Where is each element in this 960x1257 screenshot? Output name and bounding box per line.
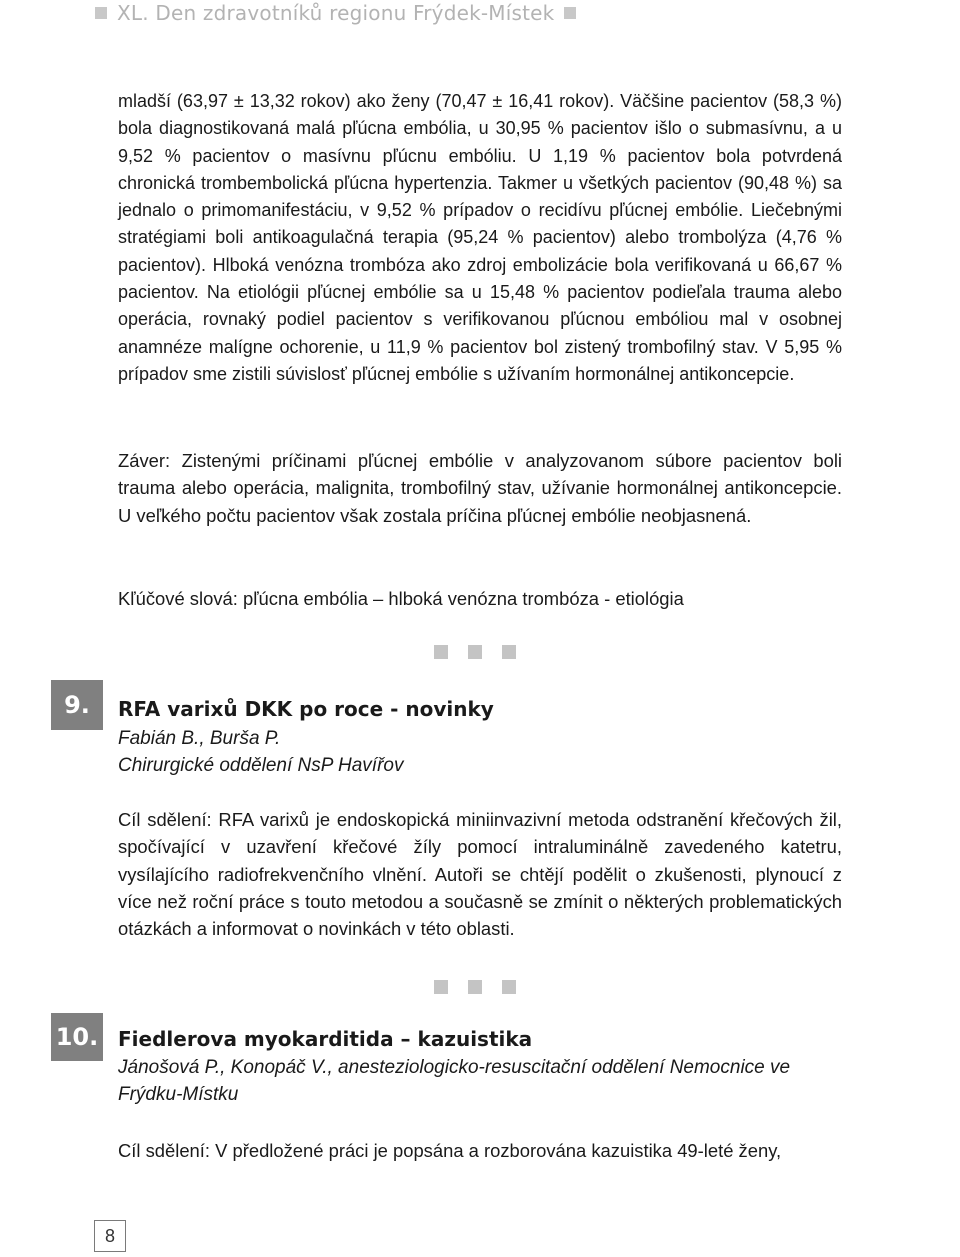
section-authors: Jánošová P., Konopáč V., anesteziologicko-resuscitační oddělení Nemocnice ve Frýdku-Místku: [118, 1057, 791, 1105]
section-divider: [434, 645, 516, 659]
header-square-right: [564, 7, 576, 19]
section-aim: Cíl sdělení: RFA varixů je endoskopická miniinvazivní metoda odstranění křečových žil, spočívající v uzavření křečové žíly pomocí intraluminálně zavedeného katetru, vysílajícího radiofrekvenčního vlnění. Autoři se chtějí podělit o zkušenosti, plynoucí z více než roční práce s touto metodou a současně se zmínit o některých problematických otázkách a informovat o novinkách v této oblasti.: [118, 809, 842, 940]
divider-square: [502, 645, 516, 659]
divider-square: [502, 980, 516, 994]
keywords-line: Kľúčové slová: pľúcna embólia – hlboká venózna trombóza - etiológia: [118, 588, 684, 609]
section-title: Fiedlerova myokarditida – kazuistika: [118, 1027, 533, 1051]
running-header: [95, 0, 576, 26]
section-divider: [434, 980, 516, 994]
page-number: 8: [94, 1220, 126, 1252]
section-number-badge: 9.: [51, 680, 103, 730]
section-department: Chirurgické oddělení NsP Havířov: [118, 755, 404, 776]
divider-square: [468, 645, 482, 659]
header-title: XL. Den zdravotníků regionu Frýdek-Místek: [117, 1, 555, 25]
conclusion-paragraph: Záver: Zistenými príčinami pľúcnej embólie v analyzovanom súbore pacientov boli trauma alebo operácia, malignita, trombofilný stav, užívanie hormonálnej antikoncepcie. U veľkého počtu pacientov však zostala príčina pľúcnej embólie neobjasnená.: [118, 450, 842, 526]
section-number-badge: 10.: [51, 1013, 103, 1061]
divider-square: [434, 645, 448, 659]
divider-square: [468, 980, 482, 994]
divider-square: [434, 980, 448, 994]
results-paragraph: mladší (63,97 ± 13,32 rokov) ako ženy (70,47 ± 16,41 rokov). Väčšine pacientov (58,3 %) bola diagnostikovaná malá pľúcna embólia, u 30,95 % pacientov išlo o submasívnu, a u 9,52 % pacientov o masívnu pľúcnu embóliu. U 1,19 % pacientov bola potvrdená chronická trombembolická pľúcna hypertenzia. Takmer u všetkých pacientov (90,48 %) sa jednalo o primomanifestáciu, v 9,52 % prípadov o recidívu pľúcnej embólie. Liečebnými stratégiami boli antikoagulačná terapia (95,24 % pacientov) alebo trombolýza (4,76 % pacientov). Hlboká venózna trombóza ako zdroj embolizácie bola verifikovaná u 66,67 % pacientov. Na etiológii pľúcnej embólie sa u 15,48 % pacientov podieľala trauma alebo operácia, rovnaký podiel pacientov s verifikovanou pľúcnou embóliou mal v osobnej anamnéze malígne ochorenie, u 11,9 % pacientov bol zistený trombofilný stav. V 5,95 % prípadov sme zistili súvislosť pľúcnej embólie s užívaním hormonálnej antikoncepcie.: [118, 91, 842, 384]
header-square-left: [95, 7, 107, 19]
section-title: RFA varixů DKK po roce - novinky: [118, 697, 494, 721]
section-aim: Cíl sdělení: V předložené práci je popsána a rozborována kazuistika 49-leté ženy,: [118, 1140, 782, 1161]
section-authors: Fabián B., Burša P.: [118, 728, 281, 749]
